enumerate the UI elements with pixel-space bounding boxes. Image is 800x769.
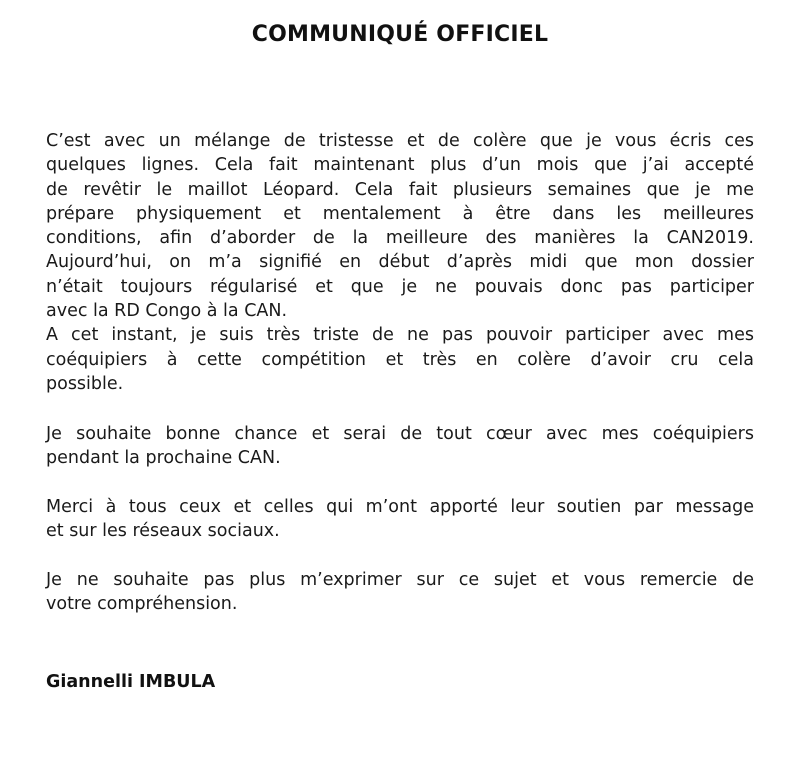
paragraph-line: de revêtir le maillot Léopard. Cela fait plusieurs semaines que je me (46, 179, 754, 200)
paragraph-line: avec la RD Congo à la CAN. (46, 301, 288, 322)
paragraph-4 (46, 568, 754, 617)
paragraph-line: et sur les réseaux sociaux. (46, 521, 280, 542)
paragraph-line: coéquipiers à cette compétition et très en colère d’avoir cru cela (46, 349, 754, 370)
paragraph-line: Je ne souhaite pas plus m’exprimer sur ce sujet et vous remercie de (46, 570, 754, 590)
paragraph-line: pendant la prochaine CAN. (46, 448, 281, 469)
paragraph-line: votre compréhension. (46, 594, 238, 615)
paragraph-line: prépare physiquement et mentalement à être dans les meilleures (46, 203, 754, 224)
paragraph-line: Je souhaite bonne chance et serai de tout cœur avec mes coéquipiers (46, 424, 754, 444)
paragraph-line: A cet instant, je suis très triste de ne pas pouvoir participer avec mes (46, 325, 754, 346)
paragraph-line: C’est avec un mélange de tristesse et de colère que je vous écris ces (46, 131, 754, 151)
paragraph-line: Aujourd’hui, on m’a signifié en début d’après midi que mon dossier (46, 252, 754, 273)
page-title: COMMUNIQUÉ OFFICIEL (251, 22, 549, 47)
paragraph-line: conditions, afin d’aborder de la meilleure des manières la CAN2019. (46, 228, 754, 249)
paragraph-2 (46, 422, 754, 471)
paragraph-line: possible. (46, 373, 124, 394)
paragraph-3 (46, 495, 754, 544)
signature: Giannelli IMBULA (46, 672, 216, 692)
paragraph-line: Merci à tous ceux et celles qui m’ont apporté leur soutien par message (46, 497, 754, 517)
paragraph-line: n’était toujours régularisé et que je ne pouvais donc pas participer (46, 276, 754, 297)
paragraph-line: quelques lignes. Cela fait maintenant plus d’un mois que j’ai accepté (46, 155, 754, 176)
paragraph-1 (46, 129, 754, 396)
